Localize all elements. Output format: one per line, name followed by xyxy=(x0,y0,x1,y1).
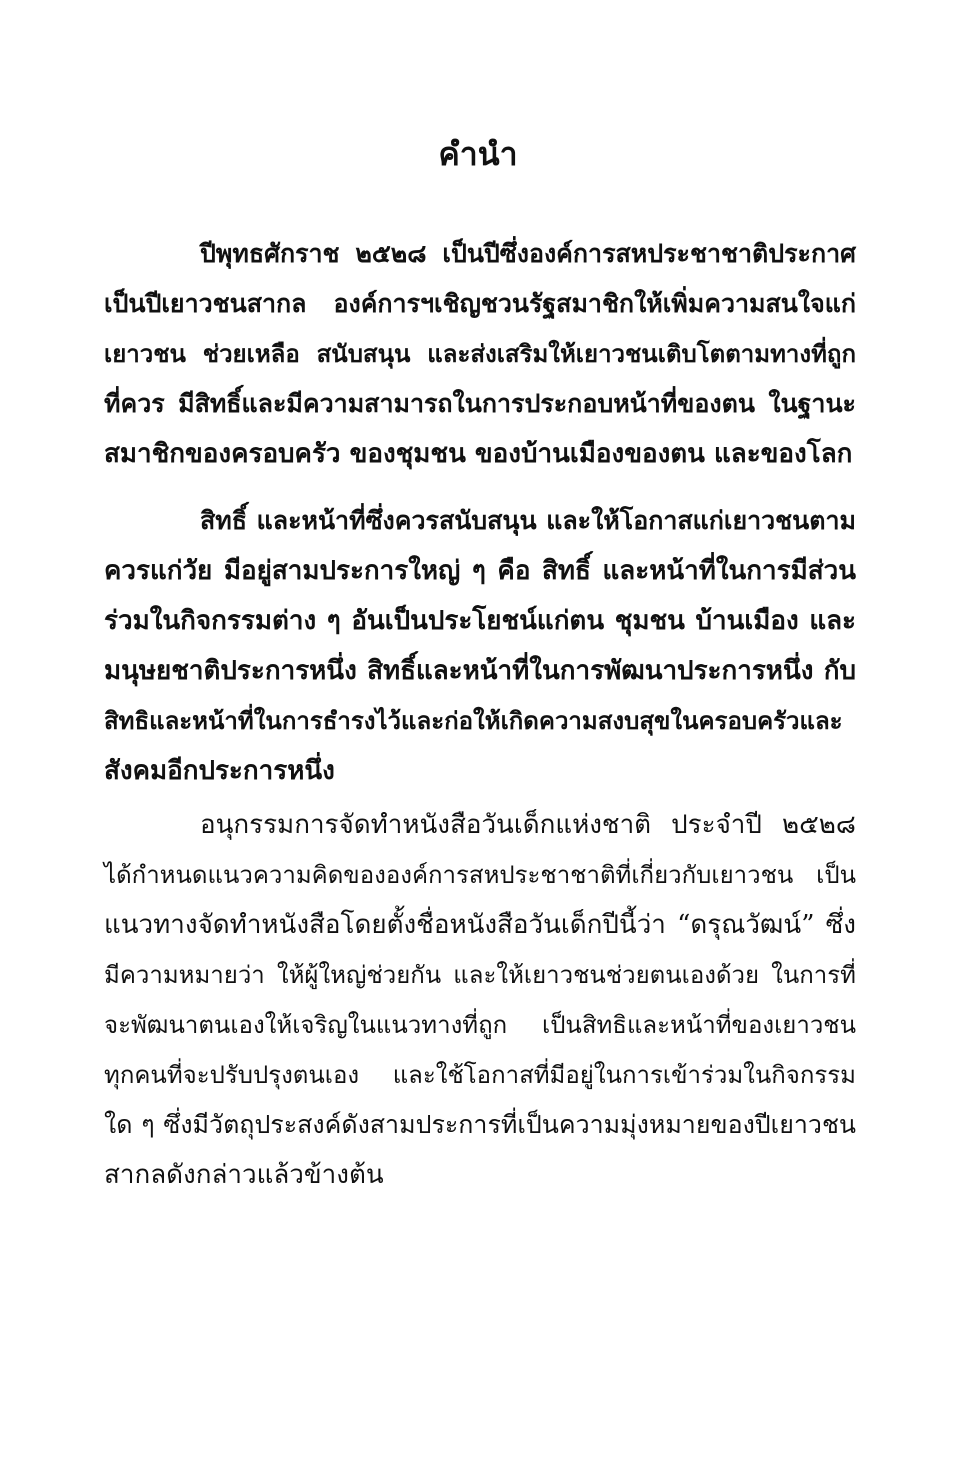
page-title: คำนำ xyxy=(438,135,518,173)
paragraph-line: ที่ควร มีสิทธิ์และมีความสามารถในการประกอบหน้าที่ของตน ในฐานะ xyxy=(104,389,856,418)
paragraph-line: เยาวชน ช่วยเหลือ สนับสนุน และส่งเสริมให้เยาวชนเติบโตตามทางที่ถูก xyxy=(104,339,856,368)
paragraph-2 xyxy=(104,496,856,796)
paragraph-line: อนุกรรมการจัดทำหนังสือวันเด็กแห่งชาติ ประจำปี ๒๕๒๘ xyxy=(200,810,856,840)
paragraph-line: แนวทางจัดทำหนังสือโดยตั้งชื่อหนังสือวันเด็กปีนี้ว่า “ดรุณวัฒน์” ซึ่ง xyxy=(104,910,856,940)
paragraph-1 xyxy=(104,229,856,479)
paragraph-line: สิทธิ์ และหน้าที่ซึ่งควรสนับสนุน และให้โอกาสแก่เยาวชนตาม xyxy=(200,506,856,535)
paragraph-line: สังคมอีกประการหนึ่ง xyxy=(104,756,335,786)
paragraph-line: ใด ๆ ซึ่งมีวัตถุประสงค์ดังสามประการที่เป็นความมุ่งหมายของปีเยาวชน xyxy=(104,1110,856,1139)
paragraph-line: สิทธิและหน้าที่ในการธำรงไว้และก่อให้เกิดความสงบสุขในครอบครัวและ xyxy=(104,706,843,735)
paragraph-line: ร่วมในกิจกรรมต่าง ๆ อันเป็นประโยชน์แก่ตน ชุมชน บ้านเมือง และ xyxy=(104,606,856,636)
paragraph-line: ควรแก่วัย มีอยู่สามประการใหญ่ ๆ คือ สิทธิ์ และหน้าที่ในการมีส่วน xyxy=(104,556,856,586)
paragraph-line: ทุกคนที่จะปรับปรุงตนเอง และใช้โอกาสที่มีอยู่ในการเข้าร่วมในกิจกรรม xyxy=(104,1061,856,1089)
paragraph-line: สมาชิกของครอบครัว ของชุมชน ของบ้านเมืองของตน และของโลก xyxy=(104,439,853,469)
paragraph-line: จะพัฒนาตนเองให้เจริญในแนวทางที่ถูก เป็นสิทธิและหน้าที่ของเยาวชน xyxy=(104,1011,856,1039)
paragraph-line: มนุษยชาติประการหนึ่ง สิทธิ์และหน้าที่ในการพัฒนาประการหนึ่ง กับ xyxy=(104,656,856,686)
paragraph-line: ได้กำหนดแนวความคิดขององค์การสหประชาชาติที่เกี่ยวกับเยาวชน เป็น xyxy=(104,861,856,889)
paragraph-line: มีความหมายว่า ให้ผู้ใหญ่ช่วยกัน และให้เยาวชนช่วยตนเองด้วย ในการที่ xyxy=(104,961,856,989)
paragraph-3 xyxy=(104,800,856,1200)
paragraph-line: เป็นปีเยาวชนสากล องค์การฯเชิญชวนรัฐสมาชิกให้เพิ่มความสนใจแก่ xyxy=(104,289,856,318)
paragraph-line: สากลดังกล่าวแล้วข้างต้น xyxy=(104,1160,384,1190)
paragraph-line: ปีพุทธศักราช ๒๕๒๘ เป็นปีซึ่งองค์การสหประชาชาติประกาศ xyxy=(200,239,856,268)
